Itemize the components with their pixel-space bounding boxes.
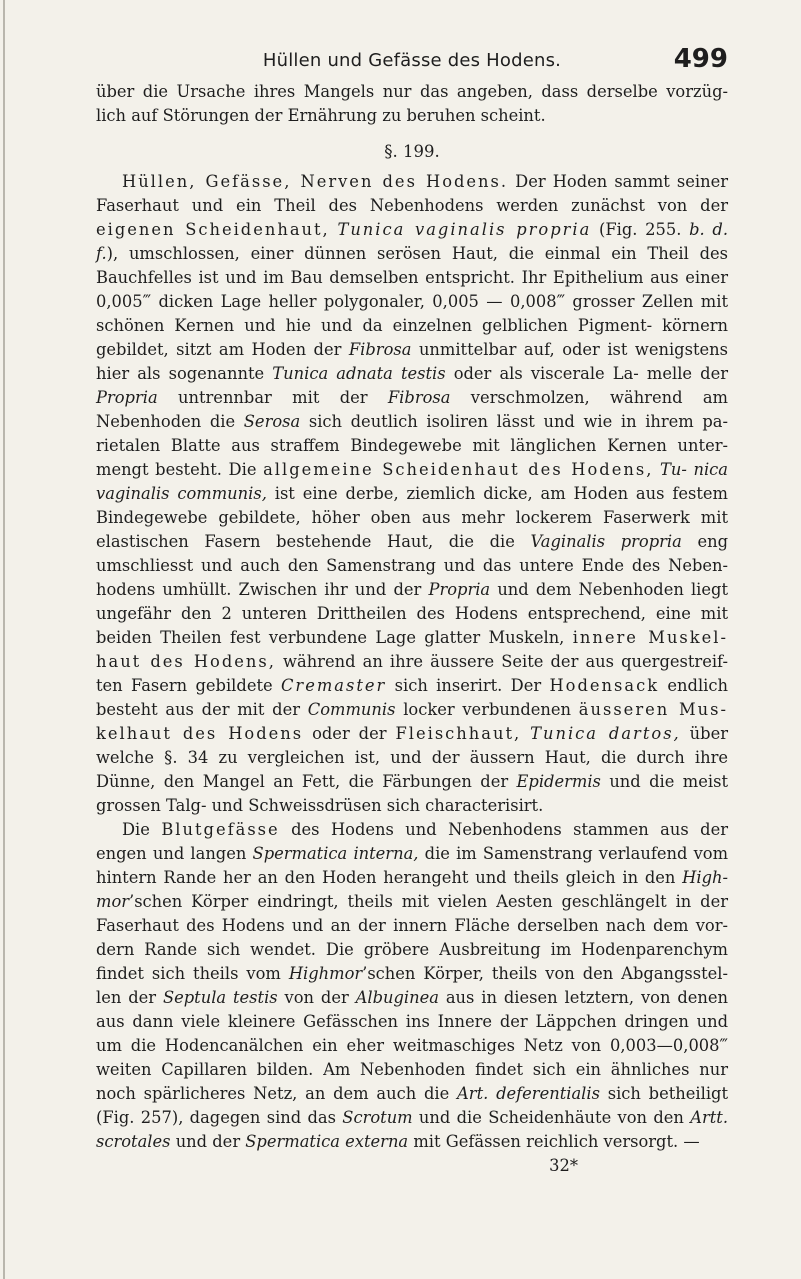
book-page xyxy=(96,44,728,1178)
page-header xyxy=(96,44,728,80)
paragraph-continued: über die Ursache ihres Mangels nur das angeben, dass derselbe vorzüg- lich auf Störungen der Ernährung zu beruhen scheint. xyxy=(96,82,728,125)
text-run: ’schen Körper eindringt, theils mit vielen Aesten geschlängelt in der Faserhaut des Hodens und an der innern Fläche derselben nach dem vor- dern Rande sich wendet. Die gröbere Ausbreitung im Hodenparenchym findet sich theils vom xyxy=(96,892,728,983)
text-run: sich inserirt. Der xyxy=(386,676,550,695)
text-run: von der xyxy=(277,988,356,1007)
text-run: ’schen Körper, theils von den Abgangsstel- len der xyxy=(96,964,728,1007)
text-run: endlich besteht aus der mit der xyxy=(96,676,728,719)
emphasized-term: Septula testis xyxy=(162,988,278,1007)
emphasized-term: Artt. scrotales xyxy=(96,1108,728,1151)
emphasized-term: Blutgefässe xyxy=(161,820,280,839)
text-run: des Hodens und Nebenhodens stammen aus der engen und langen xyxy=(96,820,728,863)
emphasized-term: Spermatica interna, xyxy=(252,844,419,863)
text-run xyxy=(521,724,530,743)
emphasized-term: Cremaster xyxy=(280,676,387,695)
emphasized-term: Tu- nica vaginalis communis, xyxy=(96,460,728,503)
emphasized-term: Tunica adnata testis xyxy=(272,364,446,383)
text-run: oder der xyxy=(303,724,396,743)
page-number: 499 xyxy=(673,44,728,74)
text-run: eng umschliesst und auch den Samenstrang und das untere Ende des Neben- hodens umhüllt. Zwischen ihr und der xyxy=(96,532,728,599)
page-edge-shadow xyxy=(3,0,5,1279)
section-heading: §. 199. xyxy=(384,142,440,161)
emphasized-term: Tunica vaginalis propria xyxy=(337,220,592,239)
emphasized-term: Hüllen, Gefässe, Nerven des Hodens. xyxy=(122,172,509,191)
text-run: locker verbundenen xyxy=(395,700,579,719)
emphasized-term: Highmor xyxy=(288,964,363,983)
emphasized-term: Fibrosa xyxy=(387,388,451,407)
body-text xyxy=(96,80,728,1154)
paragraph-blood-vessels xyxy=(96,818,728,1154)
text-run: untrennbar mit der xyxy=(157,388,388,407)
text-run: Der Hoden sammt seiner Faserhaut und ein Theil des Nebenhodens werden zunächst von der xyxy=(96,172,728,215)
text-run: die im Samenstrang verlaufend vom hintern Rande her an den Hoden herangeht und theils gleich in den xyxy=(96,844,729,887)
text-run: Die xyxy=(122,820,162,839)
emphasized-term: eigenen Scheidenhaut, xyxy=(96,220,330,239)
emphasized-term: High- mor xyxy=(96,868,728,911)
text-run: und die meist grossen Talg- und Schweissdrüsen sich characterisirt. xyxy=(96,772,728,815)
signature-mark: 32* xyxy=(549,1156,578,1175)
text-run: und die Scheidenhäute von den xyxy=(412,1108,691,1127)
text-run: während an ihre äussere Seite der aus quergestreif- ten Fasern gebildete xyxy=(96,652,728,695)
emphasized-term: Epidermis xyxy=(516,772,601,791)
text-run: (Fig. 255. xyxy=(591,220,690,239)
emphasized-term: Albuginea xyxy=(355,988,439,1007)
text-run: und der xyxy=(170,1132,246,1151)
text-run: über welche §. 34 zu vergleichen ist, und der äussern Haut, die durch ihre Dünne, den Mangel an Fett, die Färbungen der xyxy=(96,724,729,791)
text-run: aus in diesen letztern, von denen aus dann viele kleinere Gefässchen ins Innere der Läppchen dringen und um die Hodencanälchen ein eher weitmaschiges Netz von 0,003—0,008‴ weiten Capillaren bilden. Am Nebenhoden findet sich ein ähnliches nur noch spärlicheres Netz, an dem auch die xyxy=(96,988,728,1103)
emphasized-term: Communis xyxy=(307,700,396,719)
emphasized-term: Fleischhaut, xyxy=(395,724,522,743)
emphasized-term: Vaginalis propria xyxy=(530,532,682,551)
text-run: unmittelbar auf, oder ist wenigstens hier als sogenannte xyxy=(96,340,728,383)
running-title: Hüllen und Gefässe des Hodens. xyxy=(262,50,562,71)
emphasized-term: Art. deferentialis xyxy=(457,1084,600,1103)
text-run: ist eine derbe, ziemlich dicke, am Hoden aus festem Bindegewebe gebildete, höher oben aus mehr lockerem Faserwerk mit elastischen Fasern bestehende Haut, die die xyxy=(96,484,728,551)
emphasized-term: Serosa xyxy=(243,412,301,431)
text-run: sich deutlich isoliren lässt und wie in ihrem pa- rietalen Blatte aus straffem Bindegewebe mit länglichen Kernen unter- mengt besteht. Die xyxy=(96,412,729,479)
emphasized-term: Propria xyxy=(96,388,158,407)
text-run: und dem Nebenhoden liegt ungefähr den 2 unteren Drittheilen des Hodens entsprechend, eine mit beiden Theilen fest verbundene Lage glatter Muskeln, xyxy=(96,580,728,647)
emphasized-term: Propria xyxy=(428,580,491,599)
emphasized-term: Scrotum xyxy=(342,1108,413,1127)
text-run: verschmolzen, während am Nebenhoden die xyxy=(96,388,728,431)
emphasized-term: äusseren Mus- kelhaut des Hodens xyxy=(96,700,728,743)
text-run: mit Gefässen reichlich versorgt. — xyxy=(408,1132,700,1151)
emphasized-term: b. d. f. xyxy=(96,220,728,263)
text-run xyxy=(653,460,660,479)
emphasized-term: Hodensack xyxy=(549,676,660,695)
paragraph-coverings xyxy=(96,170,728,818)
emphasized-term: allgemeine Scheidenhaut des Hodens, xyxy=(263,460,654,479)
emphasized-term: Fibrosa xyxy=(348,340,412,359)
text-run: sich betheiligt (Fig. 257), dagegen sind das xyxy=(96,1084,728,1127)
text-run: oder als viscerale La- melle der xyxy=(445,364,728,383)
emphasized-term: Spermatica externa xyxy=(245,1132,409,1151)
emphasized-term: innere Muskel- haut des Hodens, xyxy=(96,628,728,671)
emphasized-term: Tunica dartos, xyxy=(530,724,681,743)
text-run: ), umschlossen, einer dünnen serösen Haut, die einmal ein Theil des Bauchfelles ist und im Bau demselben entspricht. Ihr Epithelium aus einer 0,005‴ dicken Lage heller polygonaler, 0,005 — 0,008‴ grosser Zellen mit schönen Kernen und hie und da einzelnen gelblichen Pigment- körnern gebildet, sitzt am Hoden der xyxy=(96,244,728,359)
